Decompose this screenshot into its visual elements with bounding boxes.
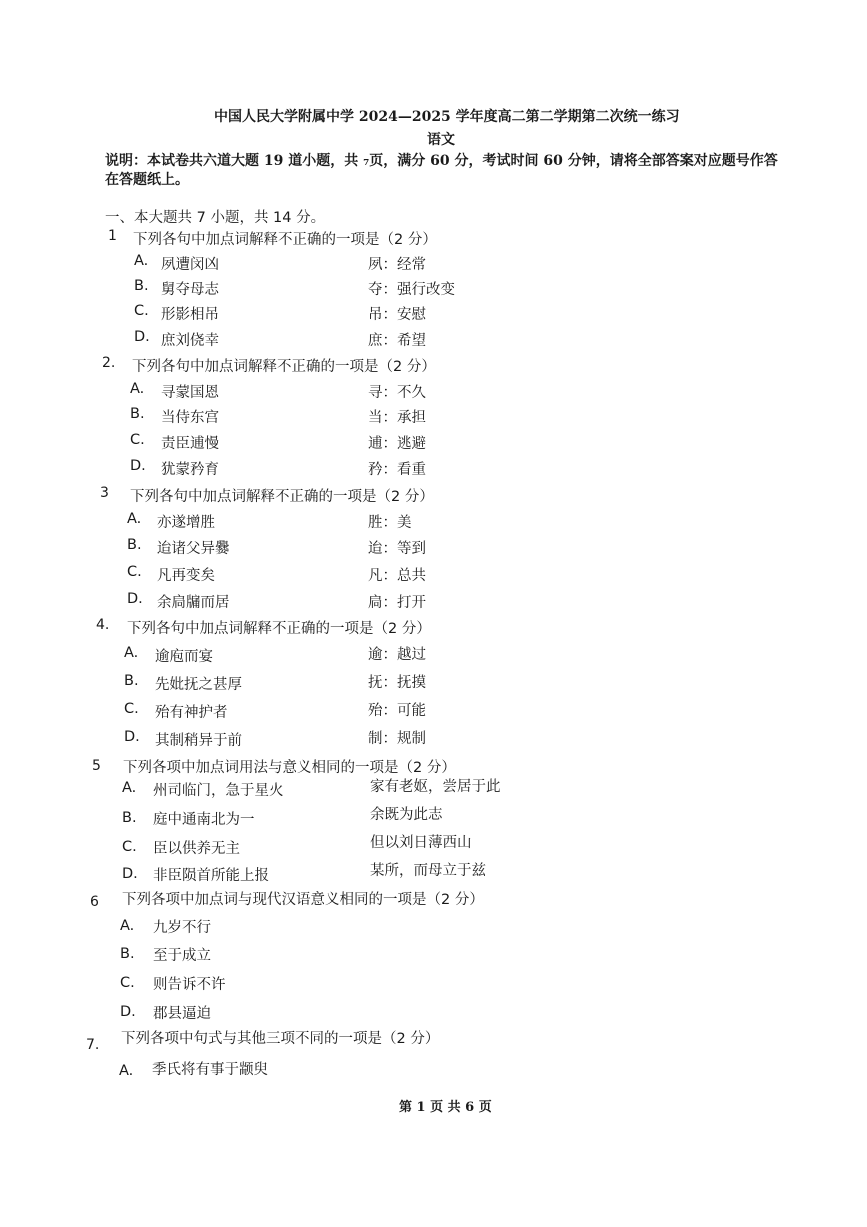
option-text: 犹蒙矜育 bbox=[161, 462, 219, 478]
option-text: 至于成立 bbox=[153, 948, 211, 964]
option-letter: D. bbox=[120, 1004, 136, 1020]
option-gloss: 家有老妪，尝居于此 bbox=[370, 779, 501, 795]
option-text: 逾庖而宴 bbox=[155, 649, 213, 665]
section-heading: 一、本大题共 7 小题，共 14 分。 bbox=[105, 210, 326, 226]
option-gloss: 抚：抚摸 bbox=[368, 675, 426, 691]
option-letter: D. bbox=[134, 329, 150, 345]
option-letter: A. bbox=[122, 780, 137, 796]
option-text: 形影相吊 bbox=[161, 307, 219, 323]
option-gloss: 某所，而母立于兹 bbox=[370, 863, 486, 879]
option-gloss: 吊：安慰 bbox=[368, 307, 426, 323]
option-gloss: 逾：越过 bbox=[368, 647, 426, 663]
option-text: 凡再变矣 bbox=[157, 568, 215, 584]
option-text: 责臣逋慢 bbox=[161, 436, 219, 452]
option-letter: C. bbox=[127, 564, 142, 580]
option-text: 当侍东宫 bbox=[161, 410, 219, 426]
option-text: 其制稍异于前 bbox=[155, 733, 242, 749]
question-text: 下列各句中加点词解释不正确的一项是（2 分） bbox=[130, 489, 434, 505]
exam-title: 中国人民大学附属中学 2024—2025 学年度高二第二学期第二次统一练习 bbox=[214, 109, 680, 125]
option-gloss: 凡：总共 bbox=[368, 568, 426, 584]
option-letter: D. bbox=[127, 591, 143, 607]
option-letter: A. bbox=[119, 1063, 134, 1079]
question-number: 5 bbox=[92, 758, 101, 774]
option-text: 臣以供养无主 bbox=[153, 841, 240, 857]
question-number: 3 bbox=[100, 485, 109, 501]
option-letter: B. bbox=[124, 673, 139, 689]
question-number: 6 bbox=[90, 894, 99, 910]
instructions-line-1: 说明：本试卷共六道大题 19 道小题，共 ₇页，满分 60 分，考试时间 60 分钟，请将全部答案对应题号作答 bbox=[105, 153, 778, 169]
question-number: 4. bbox=[96, 617, 110, 633]
option-text: 殆有神护者 bbox=[155, 705, 228, 721]
option-gloss: 胜：美 bbox=[368, 515, 412, 531]
question-text: 下列各项中句式与其他三项不同的一项是（2 分） bbox=[121, 1031, 440, 1047]
question-text: 下列各项中加点词与现代汉语意义相同的一项是（2 分） bbox=[122, 892, 484, 908]
option-gloss: 夺：强行改变 bbox=[368, 282, 455, 298]
question-text: 下列各句中加点词解释不正确的一项是（2 分） bbox=[133, 232, 437, 248]
question-number: 7. bbox=[86, 1037, 100, 1053]
instructions-line-2: 在答题纸上。 bbox=[105, 172, 189, 188]
option-gloss: 制：规制 bbox=[368, 731, 426, 747]
option-text: 非臣陨首所能上报 bbox=[153, 868, 269, 884]
option-gloss: 庶：希望 bbox=[368, 333, 426, 349]
option-letter: B. bbox=[120, 946, 135, 962]
option-text: 夙遭闵凶 bbox=[161, 257, 219, 273]
option-text: 亦遂增胜 bbox=[157, 515, 215, 531]
option-text: 余扃牖而居 bbox=[157, 595, 230, 611]
option-letter: D. bbox=[130, 458, 146, 474]
option-gloss: 但以刘日薄西山 bbox=[370, 835, 472, 851]
option-text: 庶刘侥幸 bbox=[161, 333, 219, 349]
option-letter: B. bbox=[130, 406, 145, 422]
option-text: 迨诸父异爨 bbox=[157, 541, 230, 557]
option-letter: B. bbox=[127, 537, 142, 553]
option-text: 州司临门，急于星火 bbox=[153, 783, 284, 799]
option-gloss: 当：承担 bbox=[368, 410, 426, 426]
option-text: 郡县逼迫 bbox=[153, 1006, 211, 1022]
question-number: 1 bbox=[108, 228, 117, 244]
option-gloss: 迨：等到 bbox=[368, 541, 426, 557]
option-letter: C. bbox=[124, 701, 139, 717]
option-text: 寻蒙国恩 bbox=[161, 385, 219, 401]
option-gloss: 矜：看重 bbox=[368, 462, 426, 478]
option-letter: D. bbox=[124, 729, 140, 745]
option-letter: A. bbox=[124, 645, 139, 661]
option-gloss: 夙：经常 bbox=[368, 257, 426, 273]
option-gloss: 寻：不久 bbox=[368, 385, 426, 401]
option-gloss: 扃：打开 bbox=[368, 595, 426, 611]
question-text: 下列各项中加点词用法与意义相同的一项是（2 分） bbox=[123, 760, 456, 776]
option-gloss: 逋：逃避 bbox=[368, 436, 426, 452]
option-gloss: 余既为此志 bbox=[370, 807, 443, 823]
option-text: 则告诉不许 bbox=[153, 977, 226, 993]
option-text: 九岁不行 bbox=[153, 920, 211, 936]
question-number: 2. bbox=[102, 355, 116, 371]
option-text: 庭中通南北为一 bbox=[153, 812, 255, 828]
option-letter: B. bbox=[122, 810, 137, 826]
question-text: 下列各句中加点词解释不正确的一项是（2 分） bbox=[132, 359, 436, 375]
option-letter: C. bbox=[134, 303, 149, 319]
option-letter: A. bbox=[130, 381, 145, 397]
option-letter: D. bbox=[122, 866, 138, 882]
option-letter: C. bbox=[130, 432, 145, 448]
option-text: 舅夺母志 bbox=[161, 282, 219, 298]
option-text: 先妣抚之甚厚 bbox=[155, 677, 242, 693]
option-letter: C. bbox=[120, 975, 135, 991]
option-letter: A. bbox=[134, 253, 149, 269]
option-gloss: 殆：可能 bbox=[368, 703, 426, 719]
option-letter: B. bbox=[134, 278, 149, 294]
page-number: 第 1 页 共 6 页 bbox=[399, 1100, 492, 1115]
subject-label: 语文 bbox=[427, 132, 455, 148]
option-letter: A. bbox=[120, 918, 135, 934]
option-letter: C. bbox=[122, 839, 137, 855]
question-text: 下列各句中加点词解释不正确的一项是（2 分） bbox=[127, 621, 431, 637]
option-letter: A. bbox=[127, 511, 142, 527]
option-text: 季氏将有事于颛臾 bbox=[152, 1062, 268, 1078]
